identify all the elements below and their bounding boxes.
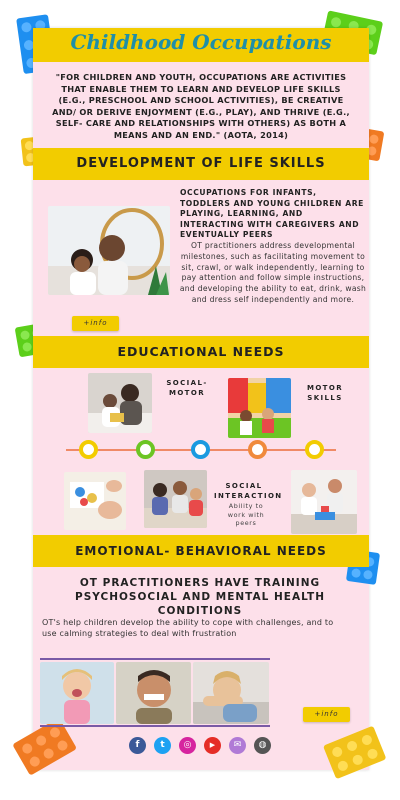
emotional-body: OT's help children develop the ability to cope with challenges, and to use calming strategies to deal with frustration <box>42 618 334 638</box>
educational-needs-heading: EDUCATIONAL NEEDS <box>33 336 369 368</box>
twitter-icon[interactable]: t <box>154 737 171 754</box>
social-interaction-subtext: Ability to work with peers <box>227 502 265 527</box>
globe-icon[interactable]: ◍ <box>254 737 271 754</box>
youtube-icon[interactable]: ▶ <box>204 737 221 754</box>
mother-child-reading-photo <box>88 373 152 433</box>
photo-strip-bottom-line <box>40 725 270 727</box>
timeline-dot-5 <box>305 440 324 459</box>
photo-strip-top-line <box>40 658 270 660</box>
kids-play-area-photo <box>228 378 291 438</box>
timeline-dot-3 <box>191 440 210 459</box>
emotional-info-button[interactable]: +info <box>303 707 350 722</box>
instagram-icon[interactable]: ◎ <box>179 737 196 754</box>
kids-building-blocks-photo <box>291 470 357 534</box>
crying-toddler-photo <box>40 662 114 724</box>
sad-child-photo <box>193 662 269 724</box>
social-motor-label: SOCIAL-MOTOR <box>166 379 208 397</box>
facebook-icon[interactable]: f <box>129 737 146 754</box>
life-skills-heading: DEVELOPMENT OF LIFE SKILLS <box>33 148 369 180</box>
motor-skills-label: MOTOR SKILLS <box>306 384 344 402</box>
classroom-group-photo <box>144 470 207 528</box>
life-skills-body: OT practitioners address developmental milestones, such as facilitating movement to sit, crawl, or walk independently, learning to pay attention and follow simple instructions, and developing the ability to eat, drink, wash and dress self independently and more. <box>179 241 367 304</box>
email-icon[interactable]: ✉ <box>229 737 246 754</box>
emotional-subheading: OT PRACTITIONERS HAVE TRAINING PSYCHOSOCIAL AND MENTAL HEALTH CONDITIONS <box>75 577 325 617</box>
emotional-behavioral-heading: EMOTIONAL- BEHAVIORAL NEEDS <box>33 535 369 567</box>
timeline-dot-1 <box>79 440 98 459</box>
aota-quote: "FOR CHILDREN AND YOUTH, OCCUPATIONS ARE ACTIVITIES THAT ENABLE THEM TO LEARN AND DEVELOP LIFE SKILLS (E.G., PRESCHOOL AND SCHOOL ACTIVITIES), BE CREATIVE AND/ OR DERIVE ENJOYMENT (E.G., PLAY), AND THRIVE (E.G., SELF- CARE AND RELATIONSHIPS WITH OTHERS) AS BOTH A MEANS AND AN END." (AOTA, 2014) <box>52 72 350 140</box>
life-skills-info-button[interactable]: +info <box>72 316 119 331</box>
parent-child-brushing-teeth-photo <box>48 206 170 295</box>
page-title: Childhood Occupations <box>70 30 332 54</box>
life-skills-subheading: OCCUPATIONS FOR INFANTS, TODDLERS AND YOUNG CHILDREN ARE PLAYING, LEARNING, AND INTERACTING WITH CAREGIVERS AND EVENTUALLY PEERS <box>180 188 364 239</box>
timeline-dot-4 <box>248 440 267 459</box>
social-interaction-label: SOCIAL INTERACTION <box>214 482 283 500</box>
child-painting-photo <box>64 472 126 530</box>
timeline-dot-2 <box>136 440 155 459</box>
angry-child-photo <box>116 662 191 724</box>
